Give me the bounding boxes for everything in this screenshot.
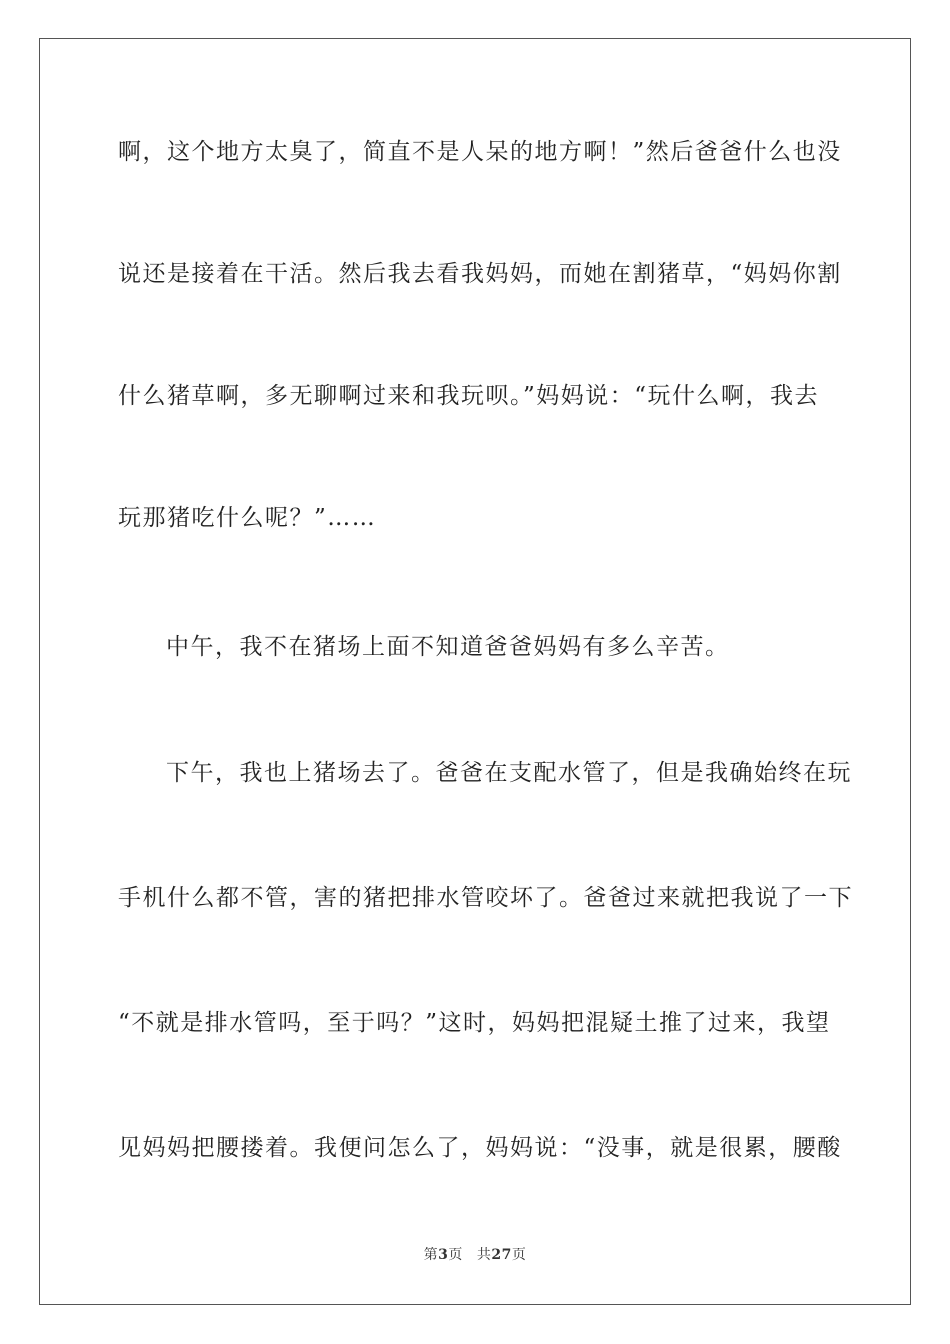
text-line-6: 下午，我也上猪场去了。爸爸在支配水管了，但是我确始终在玩 — [166, 760, 852, 786]
text-line-2: 说还是接着在干活。然后我去看我妈妈，而她在割猪草，“妈妈你割 — [118, 261, 842, 287]
text-line-7: 手机什么都不管，害的猪把排水管咬坏了。爸爸过来就把我说了一下 — [118, 885, 853, 911]
page-footer — [0, 1246, 950, 1264]
total-pages: 27 — [491, 1247, 512, 1263]
page-border — [39, 38, 911, 1305]
text-line-1: 啊，这个地方太臭了，简直不是人呆的地方啊！”然后爸爸什么也没 — [118, 139, 842, 165]
total-prefix: 共 — [476, 1247, 492, 1263]
total-suffix: 页 — [511, 1247, 527, 1263]
text-line-5: 中午，我不在猪场上面不知道爸爸妈妈有多么辛苦。 — [166, 634, 730, 660]
page-number: 3 — [438, 1247, 449, 1263]
text-line-9: 见妈妈把腰搂着。我便问怎么了，妈妈说：“没事，就是很累，腰酸 — [118, 1135, 842, 1161]
page-suffix: 页 — [448, 1247, 463, 1263]
text-line-8: “不就是排水管吗，至于吗？”这时，妈妈把混疑土推了过来，我望 — [118, 1010, 831, 1036]
page-prefix: 第 — [423, 1247, 439, 1263]
text-line-4: 玩那猪吃什么呢？”…… — [118, 505, 377, 531]
text-line-3: 什么猪草啊，多无聊啊过来和我玩呗。”妈妈说：“玩什么啊，我去 — [118, 383, 820, 409]
